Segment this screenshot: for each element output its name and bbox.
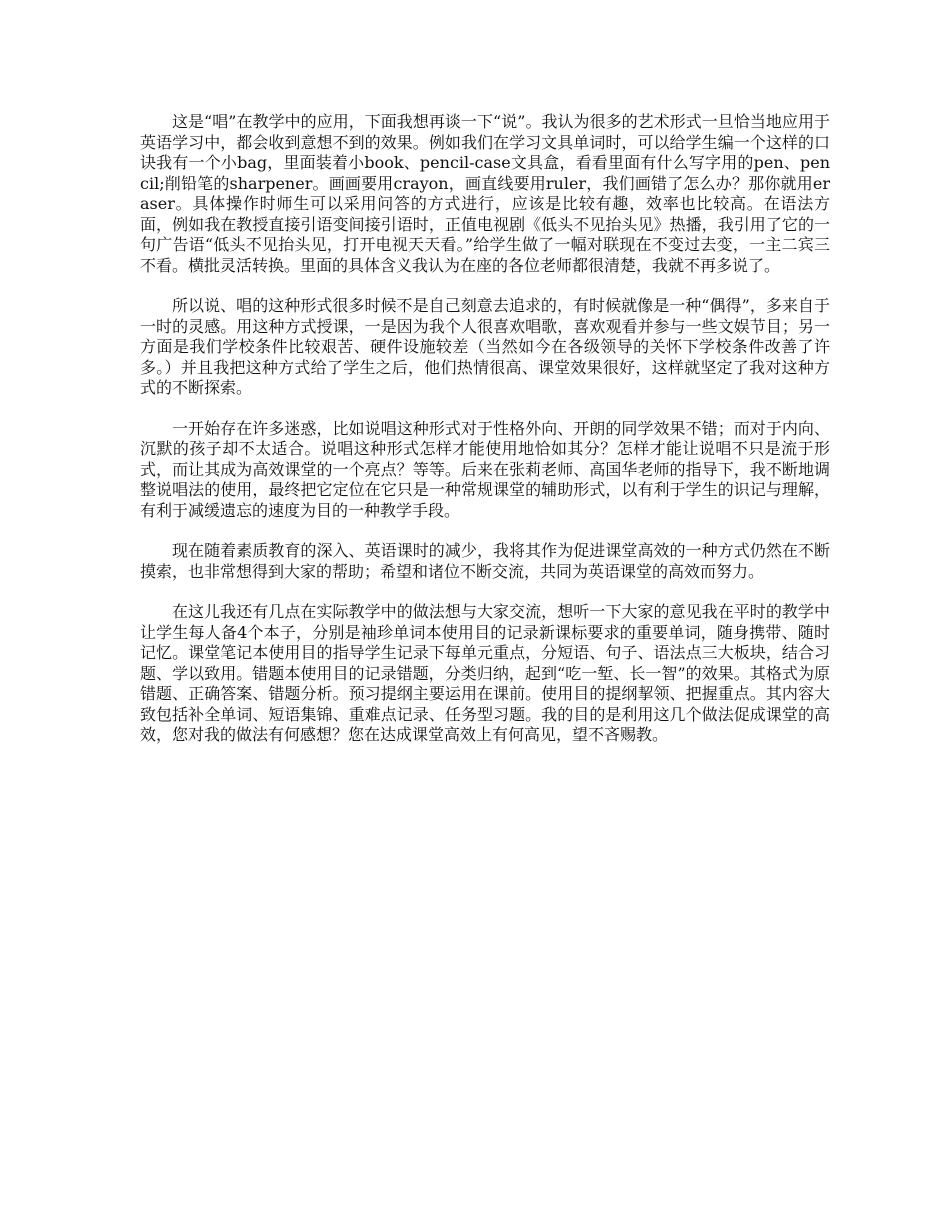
paragraph-4: 现在随着素质教育的深入、英语课时的减少，我将其作为促进课堂高效的一种方式仍然在不断摸索，也非常想得到大家的帮助；希望和诸位不断交流，共同为英语课堂的高效而努力。	[140, 541, 830, 581]
paragraph-3: 一开始存在许多迷惑，比如说唱这种形式对于性格外向、开朗的同学效果不错；而对于内向、沉默的孩子却不太适合。说唱这种形式怎样才能使用地恰如其分？怎样才能让说唱不只是流于形式，而让其成为高效课堂的一个亮点？等等。后来在张莉老师、高国华老师的指导下，我不断地调整说唱法的使用，最终把它定位在它只是一种常规课堂的辅助形式，以有利于学生的识记与理解，有利于减缓遗忘的速度为目的一种教学手段。	[140, 418, 830, 520]
paragraph-1: 这是“唱”在教学中的应用，下面我想再谈一下“说”。我认为很多的艺术形式一旦恰当地应用于英语学习中，都会收到意想不到的效果。例如我们在学习文具单词时，可以给学生编一个这样的口诀我有一个小bag，里面装着小book、pencil-case文具盒，看看里面有什么写字用的pen、pencil;削铅笔的sharpener。画画要用crayon，画直线要用ruler，我们画错了怎么办？那你就用eraser。具体操作时师生可以采用问答的方式进行，应该是比较有趣，效率也比较高。在语法方面，例如我在教授直接引语变间接引语时，正值电视剧《低头不见抬头见》热播，我引用了它的一句广告语“低头不见抬头见，打开电视天天看。”给学生做了一幅对联现在不变过去变，一主二宾三不看。横批灵活转换。里面的具体含义我认为在座的各位老师都很清楚，我就不再多说了。	[140, 112, 830, 275]
paragraph-2: 所以说、唱的这种形式很多时候不是自己刻意去追求的，有时候就像是一种“偶得”，多来自于一时的灵感。用这种方式授课，一是因为我个人很喜欢唱歌，喜欢观看并参与一些文娱节目；另一方面是我们学校条件比较艰苦、硬件设施较差（当然如今在各级领导的关怀下学校条件改善了许多。）并且我把这种方式给了学生之后，他们热情很高、课堂效果很好，这样就坚定了我对这种方式的不断探索。	[140, 296, 830, 397]
document-body	[140, 112, 830, 766]
paragraph-5: 在这儿我还有几点在实际教学中的做法想与大家交流，想听一下大家的意见我在平时的教学中让学生每人备4个本子，分别是袖珍单词本使用目的记录新课标要求的重要单词，随身携带、随时记忆。课堂笔记本使用目的指导学生记录下每单元重点，分短语、句子、语法点三大板块，结合习题、学以致用。错题本使用目的记录错题，分类归纳，起到“吃一堑、长一智”的效果。其格式为原错题、正确答案、错题分析。预习提纲主要运用在课前。使用目的提纲挈领、把握重点。其内容大致包括补全单词、短语集锦、重难点记录、任务型习题。我的目的是利用这几个做法促成课堂的高效，您对我的做法有何感想？您在达成课堂高效上有何高见，望不吝赐教。	[140, 602, 830, 744]
